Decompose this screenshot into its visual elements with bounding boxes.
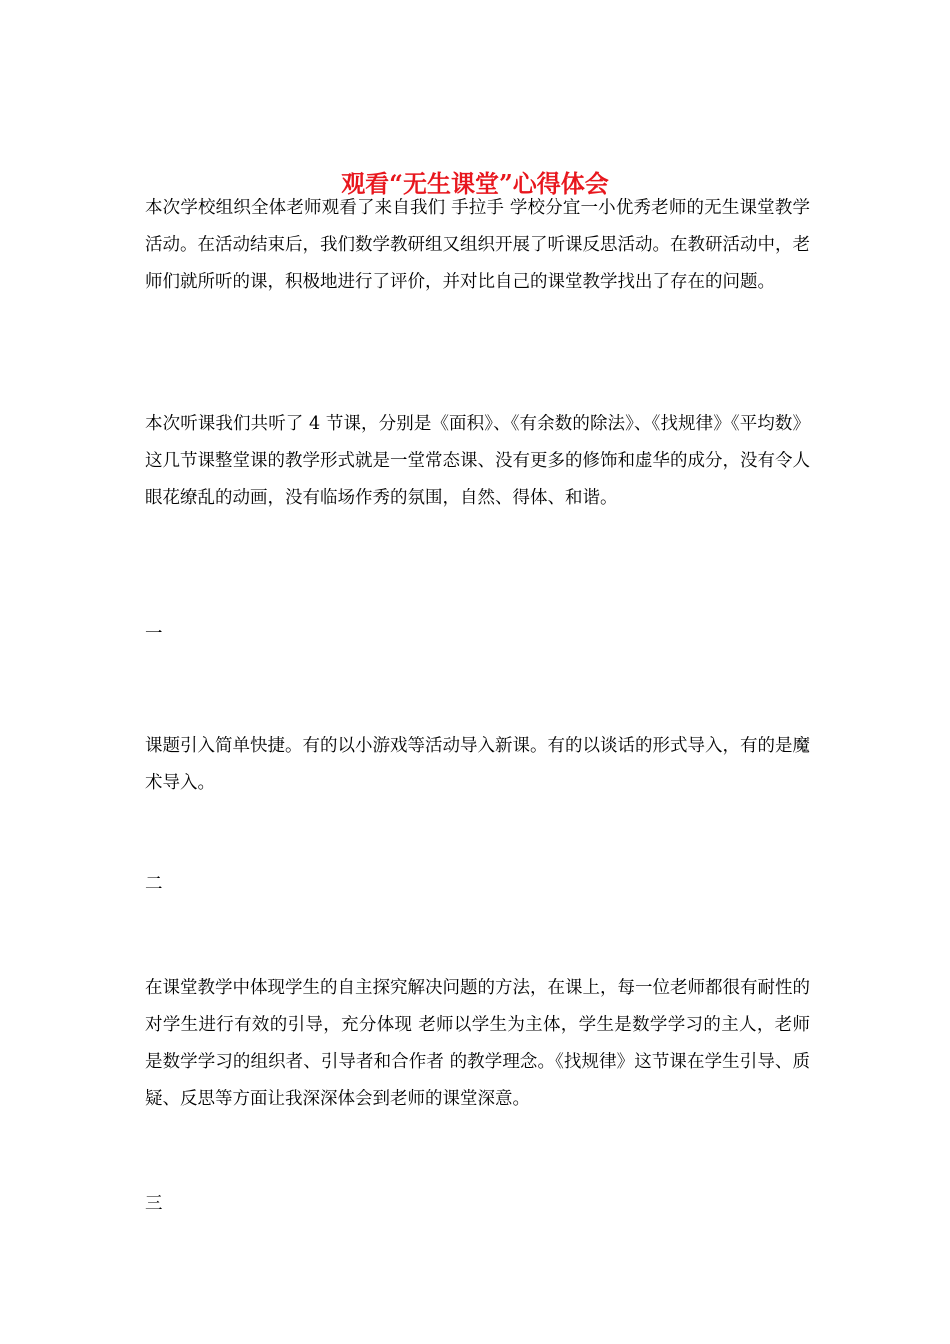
document-title: 观看“无生课堂”心得体会 — [341, 169, 609, 199]
section-heading-one: 一 — [145, 624, 163, 644]
paragraph-introduction-methods: 课题引入简单快捷。有的以小游戏等活动导入新课。有的以谈话的形式导入，有的是魔术导入。 — [145, 736, 810, 793]
paragraph-intro: 本次学校组织全体老师观看了来自我们 手拉手 学校分宜一小优秀老师的无生课堂教学活动。在活动结束后，我们数学教研组又组织开展了听课反思活动。在教研活动中，老师们就所听的课，积极地进行了评价，并对比自己的课堂教学找出了存在的问题。 — [145, 198, 810, 292]
section-heading-three: 三 — [145, 1194, 163, 1214]
paragraph-lessons: 本次听课我们共听了 4 节课，分别是《面积》、《有余数的除法》、《找规律》《平均数》这几节课整堂课的教学形式就是一堂常态课、没有更多的修饰和虚华的成分，没有令人眼花缭乱的动画，没有临场作秀的氛围，自然、得体、和谐。 — [145, 414, 810, 508]
section-heading-two: 二 — [145, 874, 163, 894]
paragraph-student-exploration: 在课堂教学中体现学生的自主探究解决问题的方法，在课上，每一位老师都很有耐性的对学生进行有效的引导，充分体现 老师以学生为主体，学生是数学学习的主人，老师是数学学习的组织者、引导者和合作者 的教学理念。《找规律》这节课在学生引导、质疑、反思等方面让我深深体会到老师的课堂深意。 — [145, 978, 810, 1109]
